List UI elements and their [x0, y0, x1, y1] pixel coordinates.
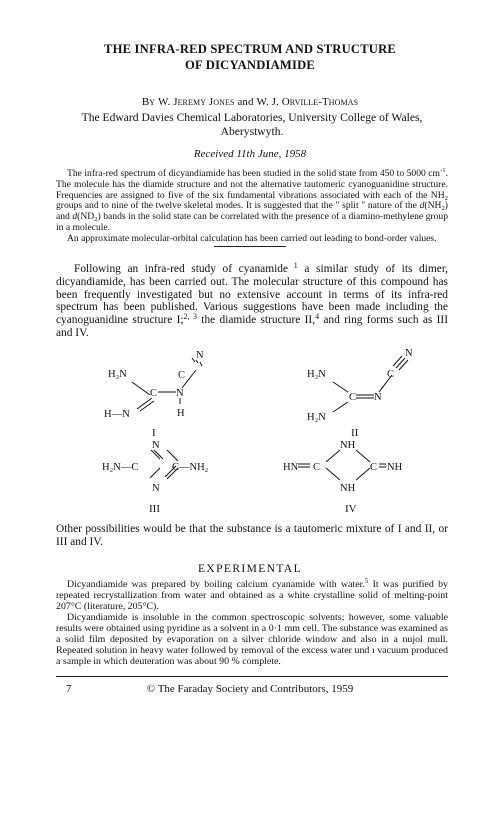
title-line-2: OF DICYANDIAMIDE	[185, 58, 315, 72]
structure-diagrams	[0, 340, 500, 520]
author-and: and	[237, 96, 254, 108]
s2-n-top: N	[405, 348, 413, 359]
s3-left: H₂N—C	[102, 462, 139, 473]
s4-label: IV	[345, 503, 357, 515]
abstract-text: . The molecule has the diamide structure and not the alternative tautomeric cyanoguanidine structure. Frequencies are assigned to five of the six fundamental vibrations associated with each of the NH	[56, 168, 448, 201]
received-date: Received 11th June, 1958	[193, 148, 307, 160]
s1-h: H	[177, 408, 185, 419]
s3-right: C—NH₂	[172, 462, 209, 473]
s3-label: III	[149, 503, 160, 515]
section-divider	[214, 246, 286, 247]
s2-h2n-bottom: H₂N	[307, 412, 326, 423]
reference-4: 4	[315, 312, 320, 322]
s3-n-bottom: N	[152, 483, 160, 494]
abstract-text: (ND	[77, 211, 95, 223]
s4-nh-bottom: NH	[340, 483, 356, 494]
abstract-paragraph-1	[56, 169, 448, 234]
s4-nh-right: NH	[387, 462, 403, 473]
subscript: 2	[444, 194, 448, 202]
s1-c: C	[150, 388, 158, 399]
author-line	[0, 96, 500, 108]
copyright-notice: © The Faraday Society and Contributors, 1959	[146, 683, 354, 695]
structure-figure	[0, 340, 500, 520]
intro-text-c: the diamide structure II,	[196, 314, 316, 327]
subscript: 2	[441, 205, 445, 213]
abstract-text: (NH	[424, 200, 442, 212]
experimental-heading: EXPERIMENTAL	[197, 563, 303, 575]
page-number: 7	[66, 683, 72, 695]
author-2: W. J. Orville-Thomas	[256, 96, 359, 108]
s2-c: C	[349, 392, 357, 403]
intro-paragraph	[56, 263, 448, 340]
superscript: -1	[439, 167, 446, 174]
experimental-text-b: It was purified by repeated recrystallization from water and obtained as a white crystalline solid of melting-point 207°C (literature, 205°C).	[56, 579, 448, 612]
abstract-text: ) and	[56, 200, 448, 223]
s1-n: N	[176, 388, 184, 399]
s2-c-top: C	[387, 369, 395, 380]
italic-d: d	[419, 200, 425, 212]
experimental-paragraph-1	[56, 579, 448, 612]
title-line-1: THE INFRA-RED SPECTRUM AND STRUCTURE	[104, 42, 396, 56]
italic-d: d	[72, 211, 78, 223]
intro-text	[56, 263, 448, 340]
s1-h2n: H₂N	[108, 369, 127, 380]
author-by: By	[141, 96, 156, 108]
s1-c-top: C	[178, 370, 186, 381]
s1-hn: H—N	[104, 409, 130, 420]
s4-hn: HN	[283, 462, 299, 473]
experimental-paragraph-2: Dicyandiamide is insoluble in the common spectroscopic solvents; however, some valuable results were obtained using pyridine as a solvent in a 0·1 mm cell. The substance was examined as a solid film deposited by evaporation on a silver chloride window and also in a nujol mull. Repeated solution in heavy water followed by removal of the excess water und ı vacuum produced a sample in which deuteration was about 90 % complete.	[56, 612, 448, 667]
experimental-text-a: Dicyandiamide was prepared by boiling calcium cyanamide with water.	[67, 579, 365, 590]
s3-n-top: N	[152, 440, 160, 451]
intro-text-d: and ring forms such as III and IV.	[56, 314, 449, 339]
s2-n: N	[374, 392, 382, 403]
affiliation: The Edward Davies Chemical Laboratories, University College of Wales, Aberystwyth.	[81, 111, 423, 138]
abstract-paragraph-2: An approximate molecular-orbital calculation has been carried out leading to bond-order values.	[67, 232, 437, 244]
abstract-text: groups and to nine of the twelve skeletal modes. It is suggested that the " split " nature of the	[56, 200, 420, 212]
s4-c-right: C	[370, 462, 378, 473]
abstract-text: ) bands in the solid state can be correlated with the presence of a diamino-methylene group in a molecule.	[56, 211, 448, 233]
abstract	[56, 169, 448, 245]
reference-5: 5	[364, 578, 369, 585]
experimental-section	[56, 579, 448, 667]
footer-rule	[56, 676, 448, 677]
s1-n-top: N	[196, 350, 204, 361]
other-possibilities: Other possibilities would be that the substance is a tautomeric mixture of I and II, or III and IV.	[56, 523, 448, 548]
s4-nh-top: NH	[340, 440, 356, 451]
intro-text-a: Following an infra-red study of cyanamide	[74, 263, 288, 275]
author-1: W. Jeremy Jones	[158, 96, 235, 108]
article-title	[0, 41, 500, 73]
reference-2-3: 2, 3	[183, 312, 197, 322]
abstract-text: The infra-red spectrum of dicyandiamide has been studied in the solid state from 450 to 5000 cm	[67, 168, 440, 179]
s2-label: II	[351, 427, 359, 439]
s2-h2n-top: H₂N	[307, 369, 326, 380]
reference-1: 1	[288, 261, 298, 270]
subscript: 2	[94, 216, 98, 224]
intro-text-b: a similar study of its dimer, dicyandiamide, has been carried out. The molecular structure of this compound has been frequently investigated but no extensive account in terms of its infra-red spectrum has been published. Various suggestions have been made including the cyanoguanidine structure I;	[56, 263, 449, 327]
s4-c-left: C	[313, 462, 321, 473]
s1-label: I	[152, 427, 156, 439]
